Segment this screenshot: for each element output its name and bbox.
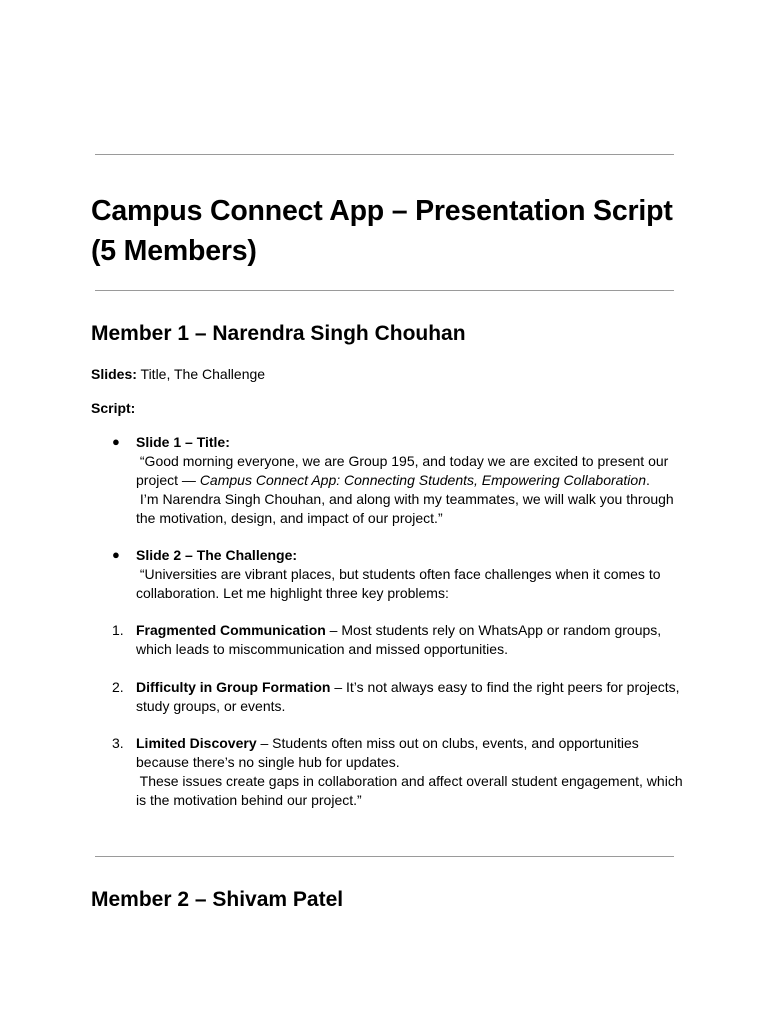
bullet-line: “Universities are vibrant places, but students often face challenges when it comes to [136, 566, 661, 582]
problem-title: Difficulty in Group Formation [136, 679, 331, 695]
horizontal-rule [95, 290, 674, 291]
numbered-line: These issues create gaps in collaboration and affect overall student engagement, which [136, 773, 683, 789]
bullet-line-text: project — [136, 472, 200, 488]
member-1-heading: Member 1 – Narendra Singh Chouhan [91, 322, 466, 345]
project-name-italic: Campus Connect App: Connecting Students, Empowering Collaboration [199, 472, 646, 488]
numbered-line: is the motivation behind our project.” [136, 792, 362, 808]
horizontal-rule [95, 856, 674, 857]
numbered-body [136, 678, 684, 716]
horizontal-rule [95, 154, 674, 155]
slides-line [91, 365, 265, 384]
member-2-heading: Member 2 – Shivam Patel [91, 888, 344, 911]
numbered-line [136, 678, 684, 697]
numbered-body [136, 734, 684, 810]
bullet-line: I’m Narendra Singh Chouhan, and along with my teammates, we will walk you through [136, 491, 674, 507]
numbered-line: study groups, or events. [136, 698, 286, 714]
bullet-line-text: . [646, 472, 650, 488]
bullet-line: the motivation, design, and impact of our project.” [136, 510, 443, 526]
document-title: Campus Connect App – Presentation Script (5 Members) [91, 195, 673, 267]
bullet-body [136, 433, 684, 528]
numbered-line: which leads to miscommunication and missed opportunities. [136, 641, 508, 657]
numbered-line: because there’s no single hub for updates. [136, 754, 400, 770]
bullet-icon: ● [112, 547, 120, 562]
numbered-body [136, 621, 684, 659]
problem-text: – Students often miss out on clubs, events, and opportunities [256, 735, 639, 751]
bullet-heading: Slide 2 – The Challenge: [136, 547, 298, 563]
list-number: 2. [112, 679, 124, 695]
list-number: 3. [112, 735, 124, 751]
numbered-line [136, 621, 684, 640]
problem-text: – It’s not always easy to find the right peers for projects, [330, 679, 680, 695]
list-number: 1. [112, 622, 124, 638]
problem-title: Limited Discovery [136, 735, 257, 751]
bullet-heading: Slide 1 – Title: [136, 434, 230, 450]
bullet-line [136, 471, 684, 490]
problem-text: – Most students rely on WhatsApp or random groups, [325, 622, 662, 638]
bullet-line: collaboration. Let me highlight three key problems: [136, 585, 449, 601]
script-label: Script: [91, 400, 136, 416]
bullet-body [136, 546, 684, 603]
bullet-icon: ● [112, 434, 120, 449]
problem-title: Fragmented Communication [136, 622, 326, 638]
slides-value: Title, The Challenge [136, 366, 266, 382]
bullet-line: “Good morning everyone, we are Group 195, and today we are excited to present our [136, 453, 669, 469]
slides-label: Slides: [91, 366, 137, 382]
numbered-line [136, 734, 684, 753]
